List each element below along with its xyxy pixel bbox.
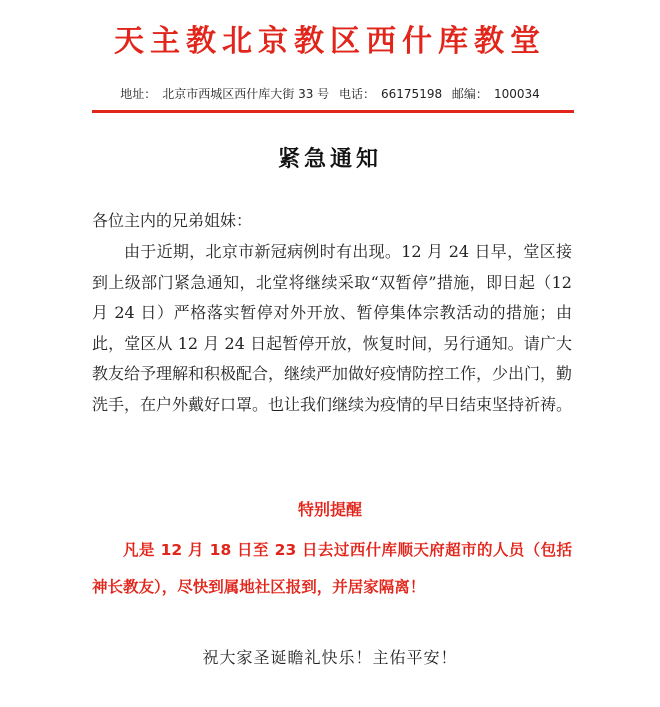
- reminder-text: 凡是 12 月 18 日至 23 日去过西什库顺天府超市的人员（包括神长教友），尽快到属地社区报到，并居家隔离！: [92, 541, 572, 596]
- reminder-heading: 特别提醒: [297, 500, 362, 519]
- letterhead-title: 天主教北京教区西什库教堂: [114, 24, 546, 59]
- postcode-label: 邮编：: [451, 87, 488, 101]
- notice-heading: 紧急通知: [277, 147, 382, 172]
- greeting: 各位主内的兄弟姐妹：: [92, 211, 253, 230]
- address-label: 地址：: [120, 87, 157, 101]
- header-divider: [92, 110, 574, 113]
- phone-value: 66175198: [381, 87, 443, 101]
- phone-label: 电话：: [339, 87, 376, 101]
- notice-paragraph: 由于近期，北京市新冠病例时有出现。12 月 24 日早，堂区接到上级部门紧急通知，北堂将继续采取“双暂停”措施，即日起（12 月 24 日）严格落实暂停对外开放、暂停集体宗教活动的措施；由此，堂区从 12 月 24 日起暂停开放，恢复时间，另行通知。请广大教友给予理解和积极配合，继续严加做好疫情防控工作，少出门，勤洗手，在户外戴好口罩。也让我们继续为疫情的早日结束坚持祈祷。: [92, 242, 573, 414]
- contact-line: [0, 86, 660, 102]
- postcode-value: 100034: [493, 87, 540, 101]
- closing-blessing: 祝大家圣诞瞻礼快乐！主佑平安！: [202, 648, 458, 667]
- address-value: 北京市西城区西什库大街 33 号: [162, 87, 330, 101]
